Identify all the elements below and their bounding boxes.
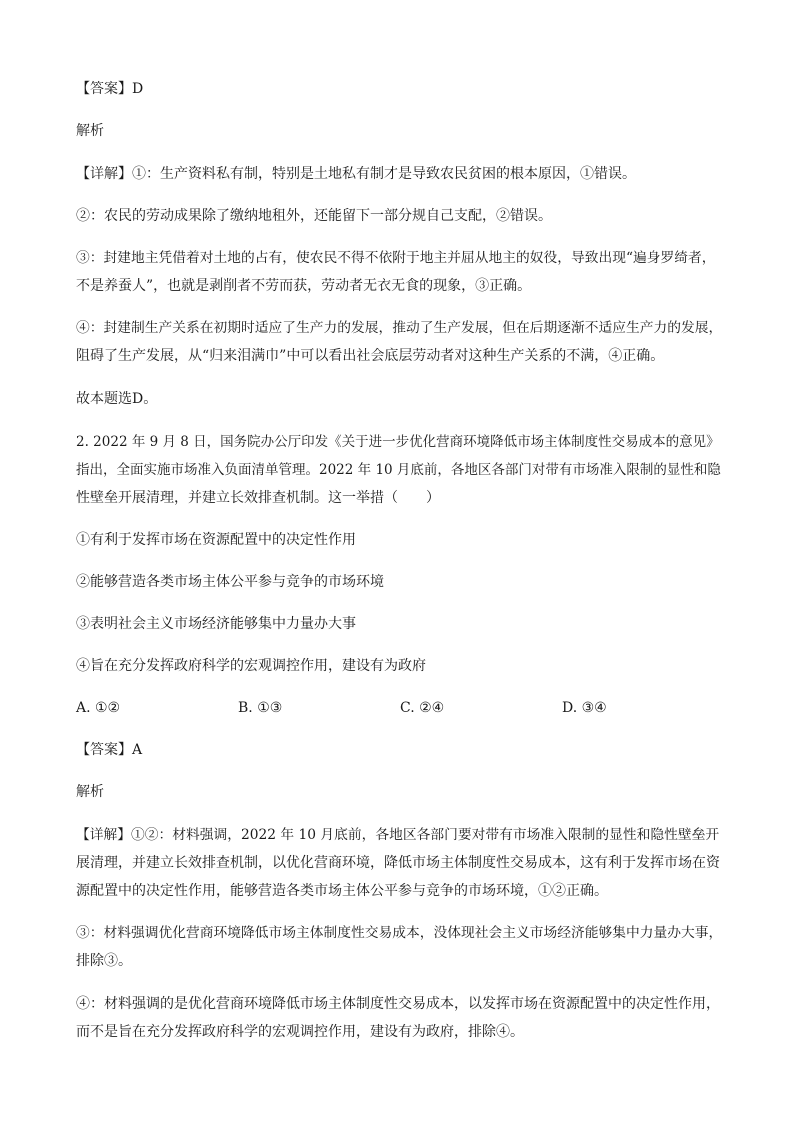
- conclusion: 故本题选D。: [76, 391, 158, 407]
- statement-item: ④旨在充分发挥政府科学的宏观调控作用，建设有为政府: [76, 658, 426, 674]
- analysis-label: 解析: [76, 784, 104, 800]
- answer-tag: 【答案】: [76, 81, 132, 97]
- option-c: C. ②④: [400, 700, 445, 716]
- detail-paragraph-line: ④：封建制生产关系在初期时适应了生产力的发展，推动了生产发展，但在后期逐渐不适应生产力的发展，: [76, 320, 723, 336]
- detail-paragraph-line: ③：材料强调优化营商环境降低市场主体制度性交易成本，没体现社会主义市场经济能够集中力量办大事，: [76, 925, 723, 941]
- detail-paragraph-line: [76, 825, 726, 845]
- detail-paragraph: [76, 164, 726, 184]
- detail-paragraph-line: 源配置中的决定性作用，能够营造各类市场主体公平参与竞争的市场环境，①②正确。: [76, 883, 608, 899]
- question-stem-line: 指出，全面实施市场准入负面清单管理。2022 年 10 月底前，各地区各部门对带有市场准入限制的显性和隐: [76, 462, 721, 478]
- statement-item: ③表明社会主义市场经济能够集中力量办大事: [76, 616, 356, 632]
- detail-paragraph-line: 排除③。: [76, 953, 132, 969]
- answer-value: D: [132, 81, 144, 97]
- question-stem-line: 性壁垒开展清理，并建立长效排查机制。这一举措（ ）: [76, 490, 440, 506]
- option-d: D. ③④: [562, 700, 607, 716]
- detail-paragraph: ②：农民的劳动成果除了缴纳地租外，还能留下一部分规自己支配，②错误。: [76, 208, 552, 224]
- detail-tag: 【详解】: [76, 166, 132, 182]
- detail-paragraph-line: 展清理，并建立长效排查机制，以优化营商环境，降低市场主体制度性交易成本，这有利于发挥市场在资: [76, 855, 720, 871]
- answer-value: A: [132, 742, 143, 758]
- question-stem-line: 2. 2022 年 9 月 8 日，国务院办公厅印发《关于进一步优化营商环境降低市场主体制度性交易成本的意见》: [76, 434, 720, 450]
- detail-text: ①：生产资料私有制，特别是土地私有制才是导致农民贫困的根本原因，①错误。: [132, 166, 636, 182]
- detail-text: ①②：材料强调，2022 年 10 月底前，各地区各部门要对带有市场准入限制的显性和隐性壁垒开: [131, 827, 720, 843]
- detail-paragraph-line: 阻碍了生产发展，从“归来泪满巾”中可以看出社会底层劳动者对这种生产关系的不满，④正确。: [76, 348, 665, 364]
- option-b: B. ①③: [238, 700, 283, 716]
- detail-paragraph-line: ④：材料强调的是优化营商环境降低市场主体制度性交易成本，以发挥市场在资源配置中的决定性作用，: [76, 996, 720, 1012]
- detail-paragraph-line: 不是养蚕人”，也就是剥削者不劳而获，劳动者无衣无食的现象，③正确。: [76, 278, 532, 294]
- detail-tag: 【详解】: [76, 827, 132, 843]
- statement-item: ①有利于发挥市场在资源配置中的决定性作用: [76, 532, 356, 548]
- statement-item: ②能够营造各类市场主体公平参与竞争的市场环境: [76, 574, 384, 590]
- answer-line: [76, 79, 726, 99]
- answer-tag: 【答案】: [76, 742, 132, 758]
- option-a: A. ①②: [76, 700, 121, 716]
- answer-line: [76, 740, 726, 760]
- detail-paragraph-line: 而不是旨在充分发挥政府科学的宏观调控作用，建设有为政府，排除④。: [76, 1024, 524, 1040]
- analysis-label: 解析: [76, 123, 104, 139]
- detail-paragraph-line: ③：封建地主凭借着对土地的占有，使农民不得不依附于地主并屈从地主的奴役，导致出现“遍身罗绮者，: [76, 250, 716, 266]
